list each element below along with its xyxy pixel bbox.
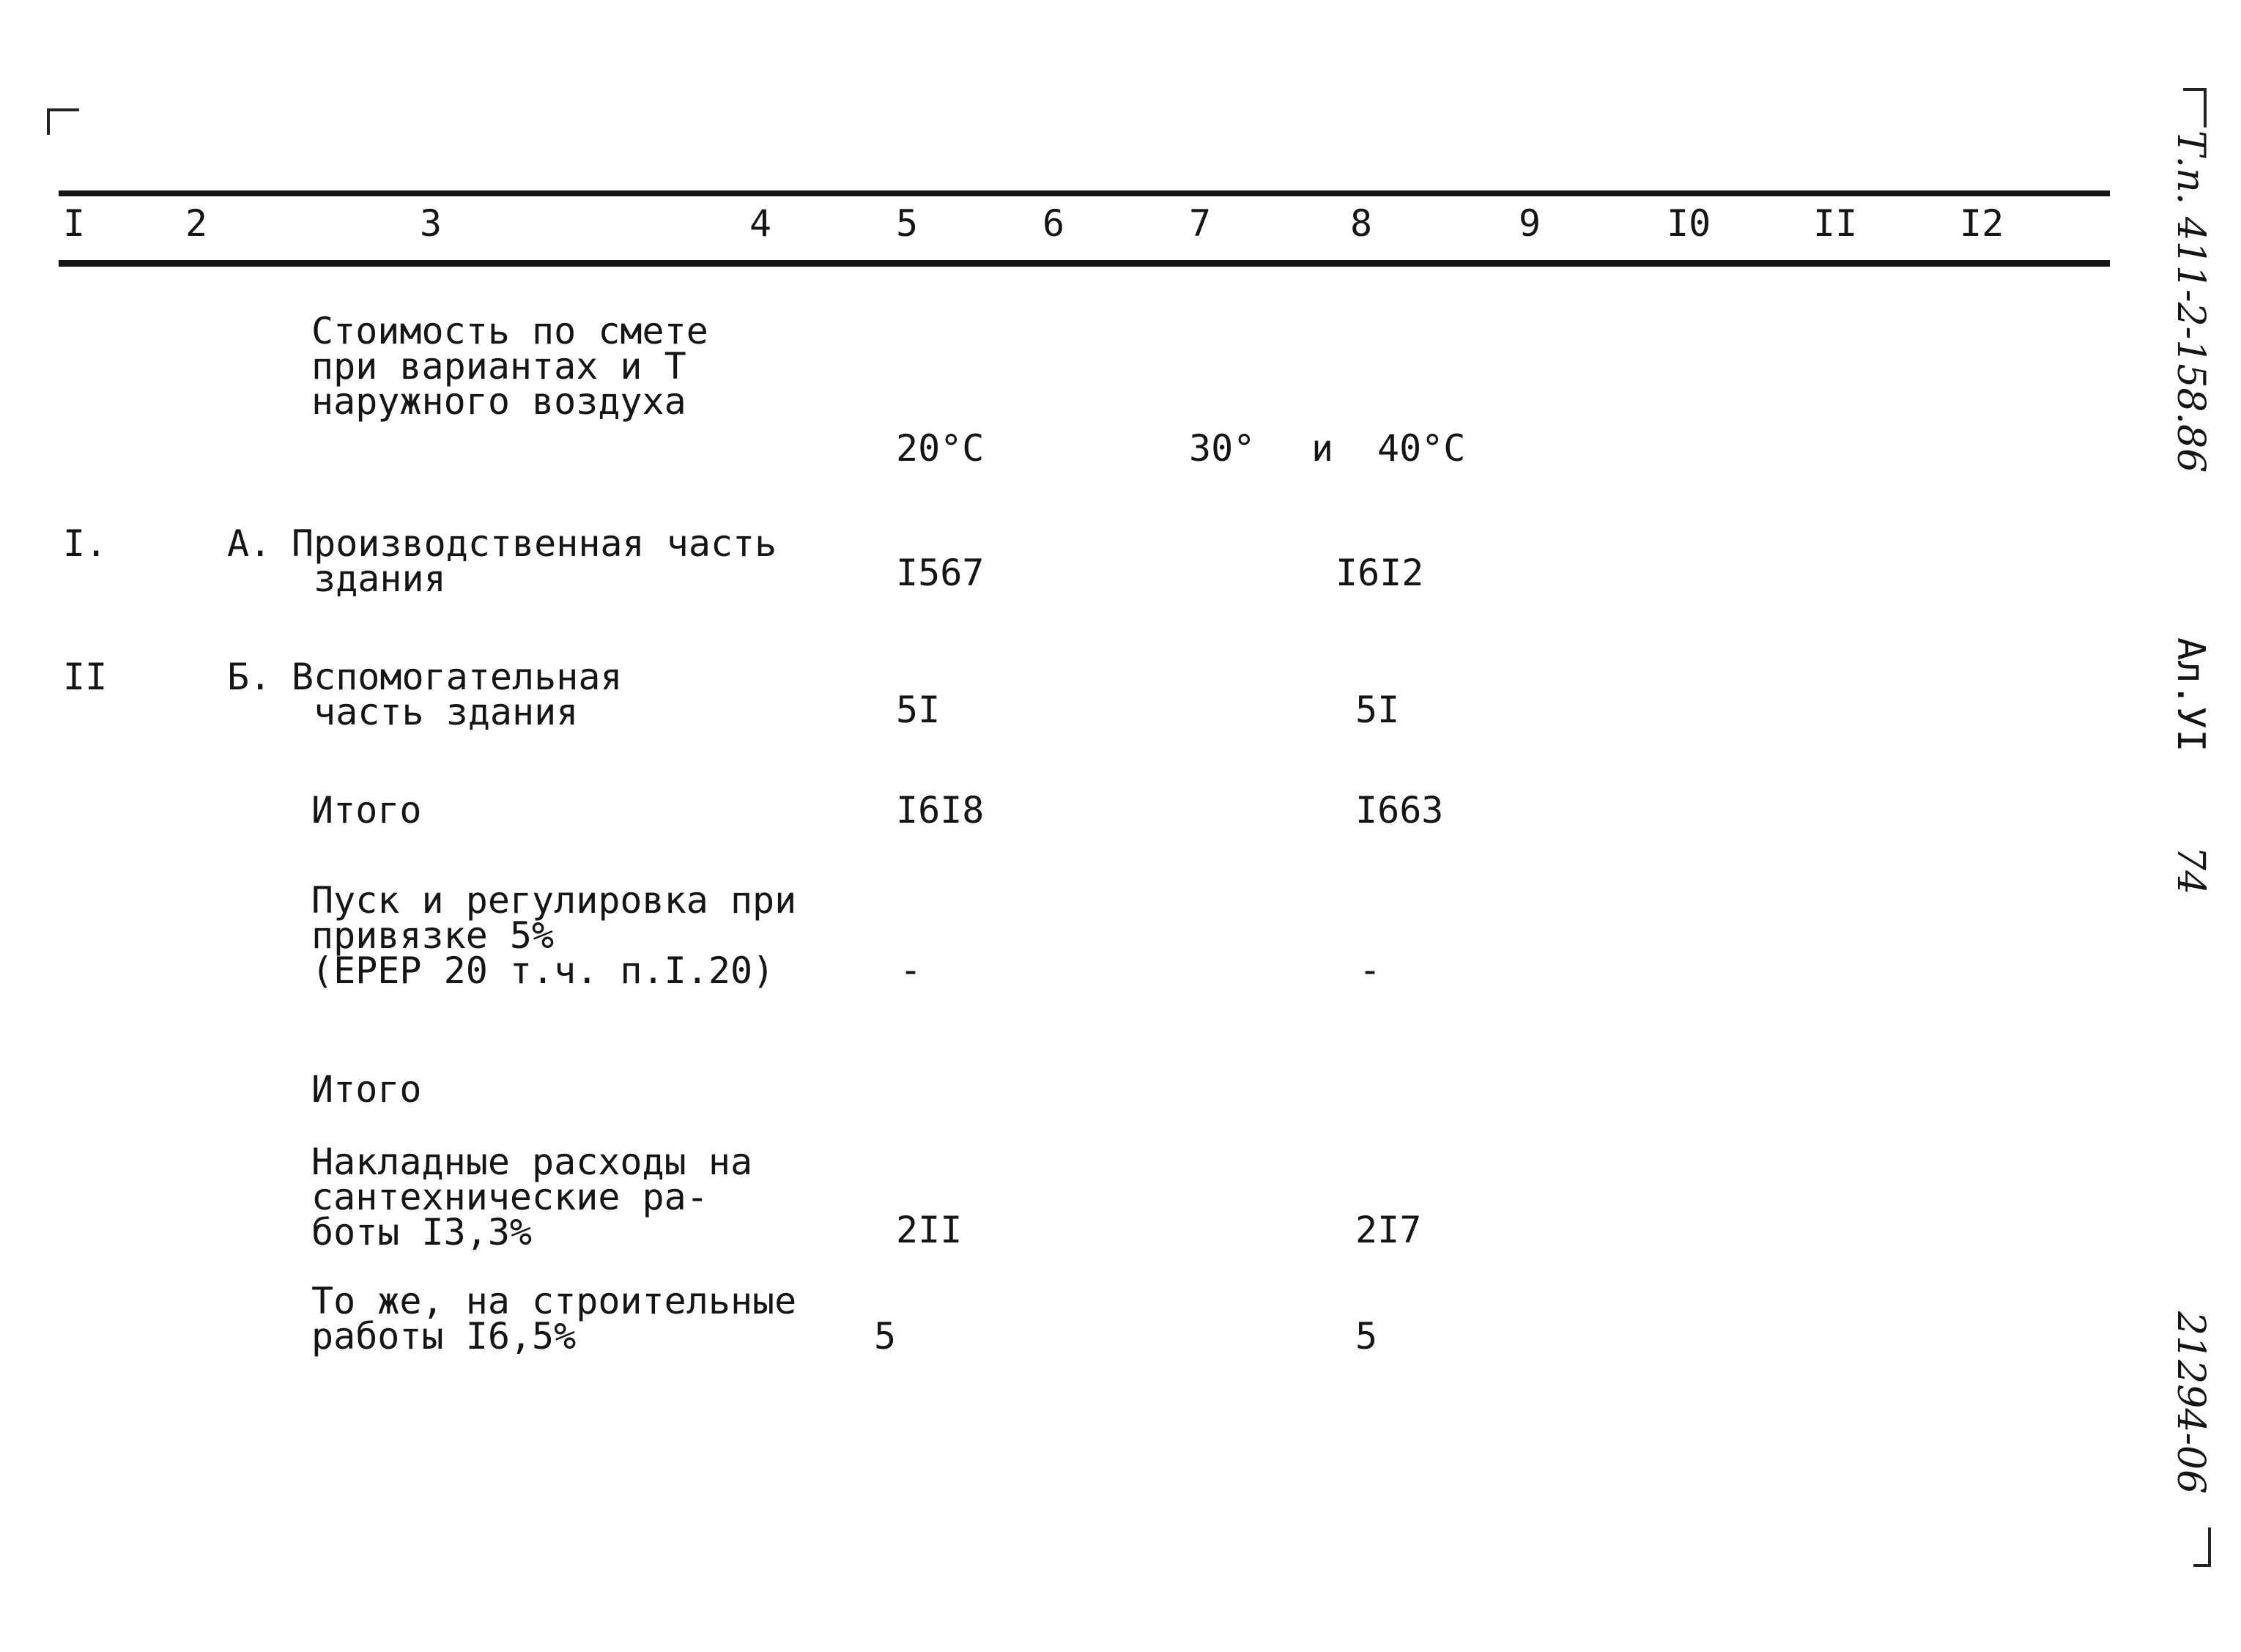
row-label: Вспомогательная часть здания [292,656,623,733]
row-label: Производственная часть здания [292,522,777,600]
row-col8-value: I6I2 [1336,552,1424,594]
cost-description: Стоимость по смете при вариантах и Т наружного воздуха [311,310,708,423]
column-number-6: 6 [1042,202,1065,245]
row-label: Итого [311,1068,422,1111]
column-number-5: 5 [896,202,919,245]
column-number-12: I2 [1960,202,2004,245]
album-number: Ал.УI [2168,637,2212,752]
row-number: II [63,656,108,698]
row-number: I. [63,522,108,565]
header-rule-top [59,190,2110,196]
row-letter: А. [227,522,272,565]
header-rule-bottom [59,260,2110,267]
row-letter: Б. [227,656,272,698]
archive-number: 21294-06 [2168,1311,2212,1494]
column-number-8: 8 [1350,202,1373,245]
column-number-9: 9 [1519,202,1541,245]
variant-30: 30° [1189,427,1256,470]
corner-mark-top-left [47,108,79,135]
row-col5-value: 2II [896,1209,963,1251]
row-label: Итого [311,789,422,831]
variant-40c: 40°С [1377,427,1466,470]
row-label: То же, на строительные работы I6,5% [311,1280,797,1357]
column-number-4: 4 [749,202,772,245]
column-number-1: I [63,202,86,245]
row-col5-value: 5I [896,689,941,731]
column-number-2: 2 [185,202,208,245]
row-col5-value: 5 [874,1315,897,1357]
row-label: Накладные расходы на сантехнические ра- боты I3,3% [311,1141,753,1253]
row-col5-value: I567 [896,552,985,594]
column-number-10: I0 [1667,202,1711,245]
column-number-11: II [1813,202,1858,245]
column-number-7: 7 [1189,202,1212,245]
row-col5-value: - [900,949,922,991]
project-code: Т.п. 411-2-158.86 [2168,130,2212,473]
row-col8-value: 2I7 [1355,1209,1422,1251]
page-number: 74 [2168,846,2212,895]
row-col8-value: 5 [1355,1315,1378,1357]
column-number-3: 3 [420,202,442,245]
row-col8-value: I663 [1355,789,1444,831]
row-label: Пуск и регулировка при привязке 5% (ЕРЕР 20 т.ч. п.I.20) [311,879,797,992]
row-col8-value: 5I [1355,689,1400,731]
corner-mark-top-right [2183,88,2207,127]
corner-mark-bottom-right [2193,1527,2211,1567]
variant-20c: 20°С [896,427,985,470]
variant-and: и [1311,427,1334,470]
row-col5-value: I6I8 [896,789,985,831]
row-col8-value: - [1359,949,1382,991]
